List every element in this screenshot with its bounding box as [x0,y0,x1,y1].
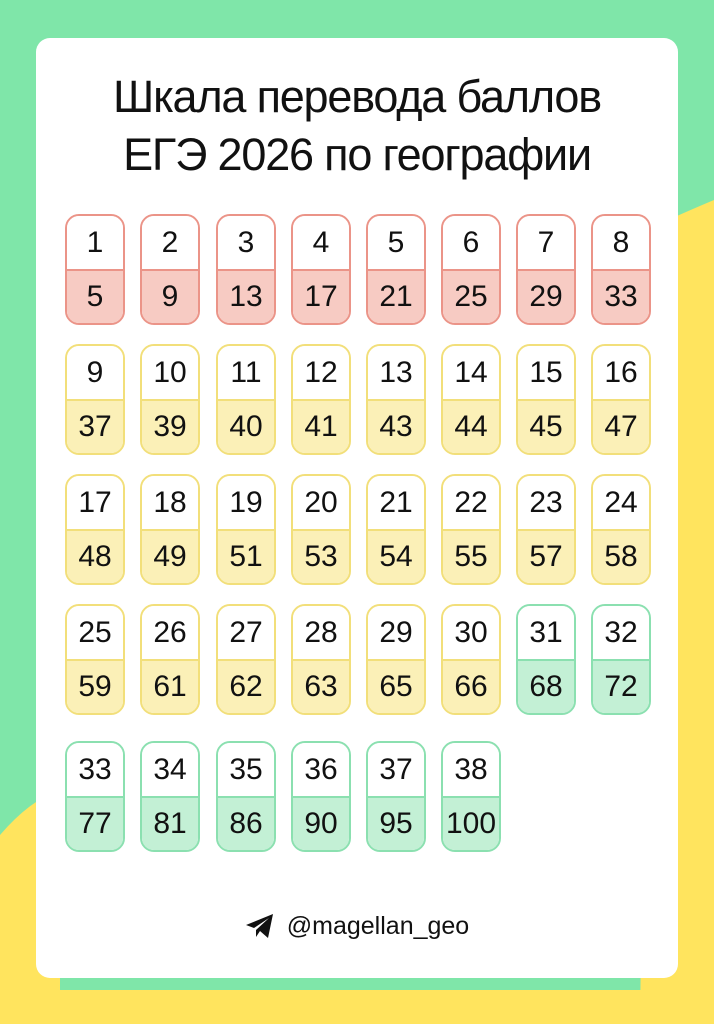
test-score: 29 [518,271,574,323]
score-cell [216,474,276,585]
test-score: 59 [67,661,123,713]
telegram-icon [245,913,275,939]
primary-score: 2 [142,216,198,271]
test-score: 37 [67,401,123,453]
score-cell [65,474,125,585]
primary-score: 20 [293,476,349,531]
primary-score: 16 [593,346,649,401]
primary-score: 1 [67,216,123,271]
test-score: 25 [443,271,499,323]
primary-score: 5 [368,216,424,271]
score-cell [366,741,426,852]
primary-score: 26 [142,606,198,661]
primary-score: 30 [443,606,499,661]
score-cell [591,344,651,455]
test-score: 57 [518,531,574,583]
test-score: 54 [368,531,424,583]
score-cell [291,214,351,325]
test-score: 90 [293,798,349,850]
test-score: 66 [443,661,499,713]
test-score: 61 [142,661,198,713]
test-score: 41 [293,401,349,453]
test-score: 63 [293,661,349,713]
score-cell [291,344,351,455]
test-score: 9 [142,271,198,323]
score-cell [516,214,576,325]
test-score: 68 [518,661,574,713]
title-line-2: ЕГЭ 2026 по географии [123,129,591,180]
score-cell [140,214,200,325]
score-cell [65,214,125,325]
test-score: 100 [443,798,499,850]
score-cell [366,474,426,585]
primary-score: 13 [368,346,424,401]
score-cell [65,741,125,852]
primary-score: 9 [67,346,123,401]
score-cell [591,604,651,715]
test-score: 17 [293,271,349,323]
score-cell [140,344,200,455]
test-score: 72 [593,661,649,713]
score-cell [441,741,501,852]
test-score: 51 [218,531,274,583]
score-card [36,38,678,978]
primary-score: 12 [293,346,349,401]
score-cell [140,474,200,585]
primary-score: 6 [443,216,499,271]
test-score: 65 [368,661,424,713]
score-cell [366,214,426,325]
primary-score: 33 [67,743,123,798]
test-score: 47 [593,401,649,453]
score-cell [140,741,200,852]
primary-score: 7 [518,216,574,271]
test-score: 62 [218,661,274,713]
score-cell [291,741,351,852]
test-score: 39 [142,401,198,453]
score-grid [36,38,678,978]
primary-score: 36 [293,743,349,798]
primary-score: 8 [593,216,649,271]
score-cell [291,474,351,585]
score-cell [65,344,125,455]
test-score: 81 [142,798,198,850]
score-cell [366,604,426,715]
score-cell [516,474,576,585]
test-score: 86 [218,798,274,850]
score-cell [591,474,651,585]
primary-score: 17 [67,476,123,531]
score-cell [366,344,426,455]
primary-score: 23 [518,476,574,531]
test-score: 44 [443,401,499,453]
test-score: 13 [218,271,274,323]
score-cell [441,604,501,715]
primary-score: 15 [518,346,574,401]
score-cell [516,604,576,715]
primary-score: 24 [593,476,649,531]
score-cell [216,741,276,852]
score-cell [216,604,276,715]
test-score: 5 [67,271,123,323]
test-score: 55 [443,531,499,583]
primary-score: 10 [142,346,198,401]
test-score: 49 [142,531,198,583]
primary-score: 21 [368,476,424,531]
score-cell [516,344,576,455]
test-score: 95 [368,798,424,850]
primary-score: 29 [368,606,424,661]
score-cell [591,214,651,325]
primary-score: 25 [67,606,123,661]
primary-score: 32 [593,606,649,661]
telegram-handle[interactable]: @magellan_geo [286,911,470,940]
primary-score: 4 [293,216,349,271]
primary-score: 27 [218,606,274,661]
score-cell [291,604,351,715]
score-cell [441,214,501,325]
primary-score: 19 [218,476,274,531]
score-cell [65,604,125,715]
primary-score: 35 [218,743,274,798]
primary-score: 22 [443,476,499,531]
primary-score: 14 [443,346,499,401]
primary-score: 28 [293,606,349,661]
test-score: 21 [368,271,424,323]
test-score: 77 [67,798,123,850]
test-score: 58 [593,531,649,583]
score-cell [140,604,200,715]
score-cell [216,214,276,325]
primary-score: 31 [518,606,574,661]
primary-score: 34 [142,743,198,798]
test-score: 40 [218,401,274,453]
score-cell [216,344,276,455]
footer [36,906,678,946]
primary-score: 38 [443,743,499,798]
primary-score: 11 [218,346,274,401]
primary-score: 18 [142,476,198,531]
test-score: 33 [593,271,649,323]
test-score: 48 [67,531,123,583]
score-cell [441,344,501,455]
primary-score: 3 [218,216,274,271]
test-score: 43 [368,401,424,453]
test-score: 53 [293,531,349,583]
score-cell [441,474,501,585]
primary-score: 37 [368,743,424,798]
title-line-1: Шкала перевода баллов [113,71,601,122]
test-score: 45 [518,401,574,453]
